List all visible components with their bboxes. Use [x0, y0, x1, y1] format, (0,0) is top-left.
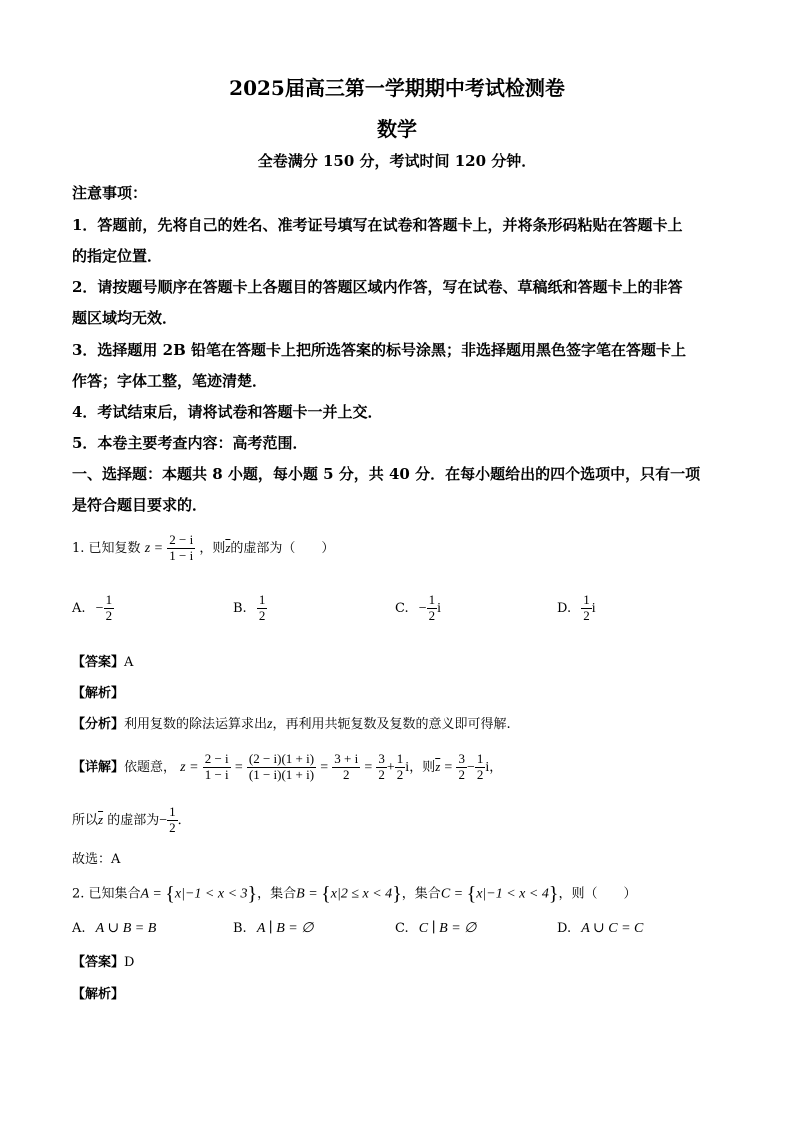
option-fraction [581, 593, 592, 624]
frac-num: 1 [169, 804, 176, 820]
frac-den: 2 [428, 607, 436, 623]
note-4: 4．考试结束后，请将试卷和答题卡一并上交． [72, 403, 383, 421]
imag-i: i [485, 760, 490, 775]
q2-option-d [557, 920, 643, 937]
frac-num: 3 [378, 751, 385, 767]
notes-heading: 注意事项： [72, 184, 148, 202]
q1-z-eq: z = [144, 541, 164, 556]
option-label: A. [72, 600, 86, 616]
answer-value: A [124, 655, 134, 670]
answer-value: D [124, 955, 135, 970]
q1-suffix-b: 的虚部为（ ） [230, 541, 335, 556]
equals: = [364, 760, 373, 775]
option-label: D. [557, 600, 572, 616]
conclusion-text-b: 的虚部为 [107, 813, 160, 828]
option-label: B. [233, 600, 247, 616]
option-fraction [104, 593, 115, 624]
equals: = [320, 760, 329, 775]
brace-open: { [321, 883, 331, 905]
frac-den: 2 [378, 767, 385, 782]
detail-frac-3 [332, 752, 360, 783]
option-sign: − [95, 600, 104, 616]
imag-i: i [405, 760, 410, 775]
q1-option-b [233, 593, 267, 624]
conclusion-sign: − [159, 813, 168, 828]
q2-mid2: ，集合 [401, 886, 441, 902]
conclusion-text-a: 所以 [72, 813, 99, 828]
q1-fenxi [72, 713, 511, 733]
detail-frac-2 [247, 752, 316, 783]
fenxi-tag: 【分析】 [72, 717, 125, 732]
detail-frac-1 [203, 752, 231, 783]
q1-zbar: $\overline{z}$ [225, 540, 231, 555]
q1-conclusion [72, 800, 191, 841]
subject-title: 数学 [377, 117, 417, 141]
option-label: B. [233, 921, 247, 936]
note-5: 5．本卷主要考查内容：高考范围． [72, 434, 308, 452]
frac-den: 2 [458, 767, 465, 782]
q1-stem [72, 528, 334, 569]
frac-num: 1 [105, 592, 113, 607]
detail-end: ， [489, 760, 503, 775]
equals: = [444, 760, 453, 775]
brace-open: { [466, 883, 477, 905]
q2-set-a-label: A = [140, 886, 166, 902]
option-i: i [437, 600, 442, 616]
frac-den: 1 − i [204, 767, 229, 782]
frac-num: 3 + i [334, 751, 359, 767]
q2-set-c-label: C = [440, 886, 467, 902]
detail-text: 依题意， [124, 760, 177, 775]
q1-option-d [557, 593, 596, 624]
option-label: A. [72, 921, 86, 936]
conclusion-end: ． [177, 813, 191, 828]
frac-den: 2 [583, 607, 590, 623]
plus: + [386, 760, 395, 775]
section1-line2: 是符合题目要求的． [72, 496, 208, 514]
q1-fraction [167, 533, 195, 564]
option-sign: − [418, 600, 427, 616]
option-fraction [257, 593, 268, 624]
option-text: A ∪ B = B [95, 921, 157, 936]
brace-close: } [548, 883, 559, 905]
option-text: A ∪ C = C [581, 921, 644, 936]
q1-suffix-a: ，则 [199, 541, 226, 556]
detail-frac-5 [395, 752, 406, 783]
option-label: C. [395, 921, 409, 936]
frac-num: 1 [428, 592, 436, 607]
detail-frac-7 [475, 752, 486, 783]
q1-option-a [72, 593, 114, 624]
detail-frac-6 [456, 752, 467, 783]
brace-open: { [165, 883, 175, 905]
note-3-line2: 作答；字体工整，笔迹清楚． [72, 372, 268, 390]
q2-set-a-body: x|−1 < x < 3 [174, 886, 248, 902]
fenxi-text-b: ，再利用共轭复数及复数的意义即可得解. [272, 717, 511, 732]
frac-num: 3 [458, 751, 465, 767]
detail-z-eq: z = [180, 760, 199, 775]
detail-zbar: $\overline{z}$ [435, 759, 441, 774]
option-fraction [427, 593, 438, 624]
exam-title: 2025届高三第一学期期中考试检测卷 [229, 76, 565, 100]
fenxi-text-a: 利用复数的除法运算求出 [124, 717, 268, 732]
detail-then: ，则 [409, 760, 436, 775]
detail-frac-4 [376, 752, 387, 783]
equals: = [234, 760, 243, 775]
q2-option-a [72, 920, 156, 937]
frac-num: 1 [258, 592, 266, 607]
q1-choose: 故选：A [72, 852, 121, 867]
exam-info: 全卷满分 150 分，考试时间 120 分钟． [257, 152, 537, 170]
note-3-line1: 3．选择题用 2B 铅笔在答题卡上把所选答案的标号涂黑；非选择题用黑色签字笔在答题卡上 [72, 341, 687, 359]
q2-set-c-body: x|−1 < x < 4 [476, 886, 549, 902]
q2-suffix: ，则（ ） [558, 886, 637, 902]
q1-frac-den: 1 − i [169, 548, 194, 563]
frac-den: 2 [258, 607, 266, 623]
section1-line1: 一、选择题：本题共 8 小题，每小题 5 分，共 40 分．在每小题给出的四个选项中，只有一项 [72, 465, 701, 483]
note-2-line1: 2．请按题号顺序在答题卡上各题目的答题区域内作答，写在试卷、草稿纸和答题卡上的非答 [72, 278, 683, 296]
q2-prefix: 2. 已知集合 [72, 886, 141, 902]
frac-num: 1 [476, 751, 484, 767]
q2-mid1: ，集合 [257, 886, 297, 902]
option-i: i [591, 600, 596, 616]
option-text: C ∣ B = ∅ [418, 921, 477, 936]
frac-den: 2 [342, 767, 350, 782]
detail-tag: 【详解】 [72, 760, 125, 775]
note-1-line1: 1．答题前，先将自己的姓名、准考证号填写在试卷和答题卡上，并将条形码粘贴在答题卡上 [72, 216, 683, 234]
q2-option-b [233, 920, 313, 937]
q1-answer [72, 651, 133, 670]
frac-num: 2 − i [204, 751, 229, 767]
frac-den: 2 [169, 820, 176, 835]
frac-num: 1 [583, 592, 590, 607]
option-text: A ∣ B = ∅ [256, 921, 314, 936]
q2-analysis-tag: 【解析】 [72, 987, 125, 1002]
brace-close: } [247, 883, 258, 905]
conclusion-zbar: $\overline{z}$ [98, 812, 104, 827]
q2-set-b-label: B = [296, 886, 322, 902]
fenxi-z: z [267, 717, 273, 732]
frac-num: 1 [396, 751, 404, 767]
q1-prefix: 1. 已知复数 [72, 541, 141, 556]
frac-den: (1 − i)(1 + i) [248, 767, 315, 782]
q1-option-c [395, 593, 441, 624]
q1-detail [72, 747, 502, 788]
option-label: C. [395, 600, 409, 616]
answer-tag: 【答案】 [72, 655, 125, 670]
minus: − [466, 760, 475, 775]
note-2-line2: 题区域均无效． [72, 309, 178, 327]
frac-den: 2 [396, 767, 404, 782]
q2-answer [72, 951, 134, 970]
option-label: D. [557, 921, 572, 936]
q2-stem [72, 880, 636, 909]
q2-set-b-body: x|2 ≤ x < 4 [330, 886, 393, 902]
q2-option-c [395, 920, 476, 937]
conclusion-fraction [167, 805, 178, 836]
brace-close: } [392, 883, 402, 905]
frac-den: 2 [476, 767, 484, 782]
frac-num: (2 − i)(1 + i) [248, 751, 315, 767]
note-1-line2: 的指定位置． [72, 247, 163, 265]
q1-frac-num: 2 − i [169, 532, 194, 548]
frac-den: 2 [105, 607, 113, 623]
answer-tag: 【答案】 [72, 955, 125, 970]
q1-analysis-tag: 【解析】 [72, 686, 125, 701]
